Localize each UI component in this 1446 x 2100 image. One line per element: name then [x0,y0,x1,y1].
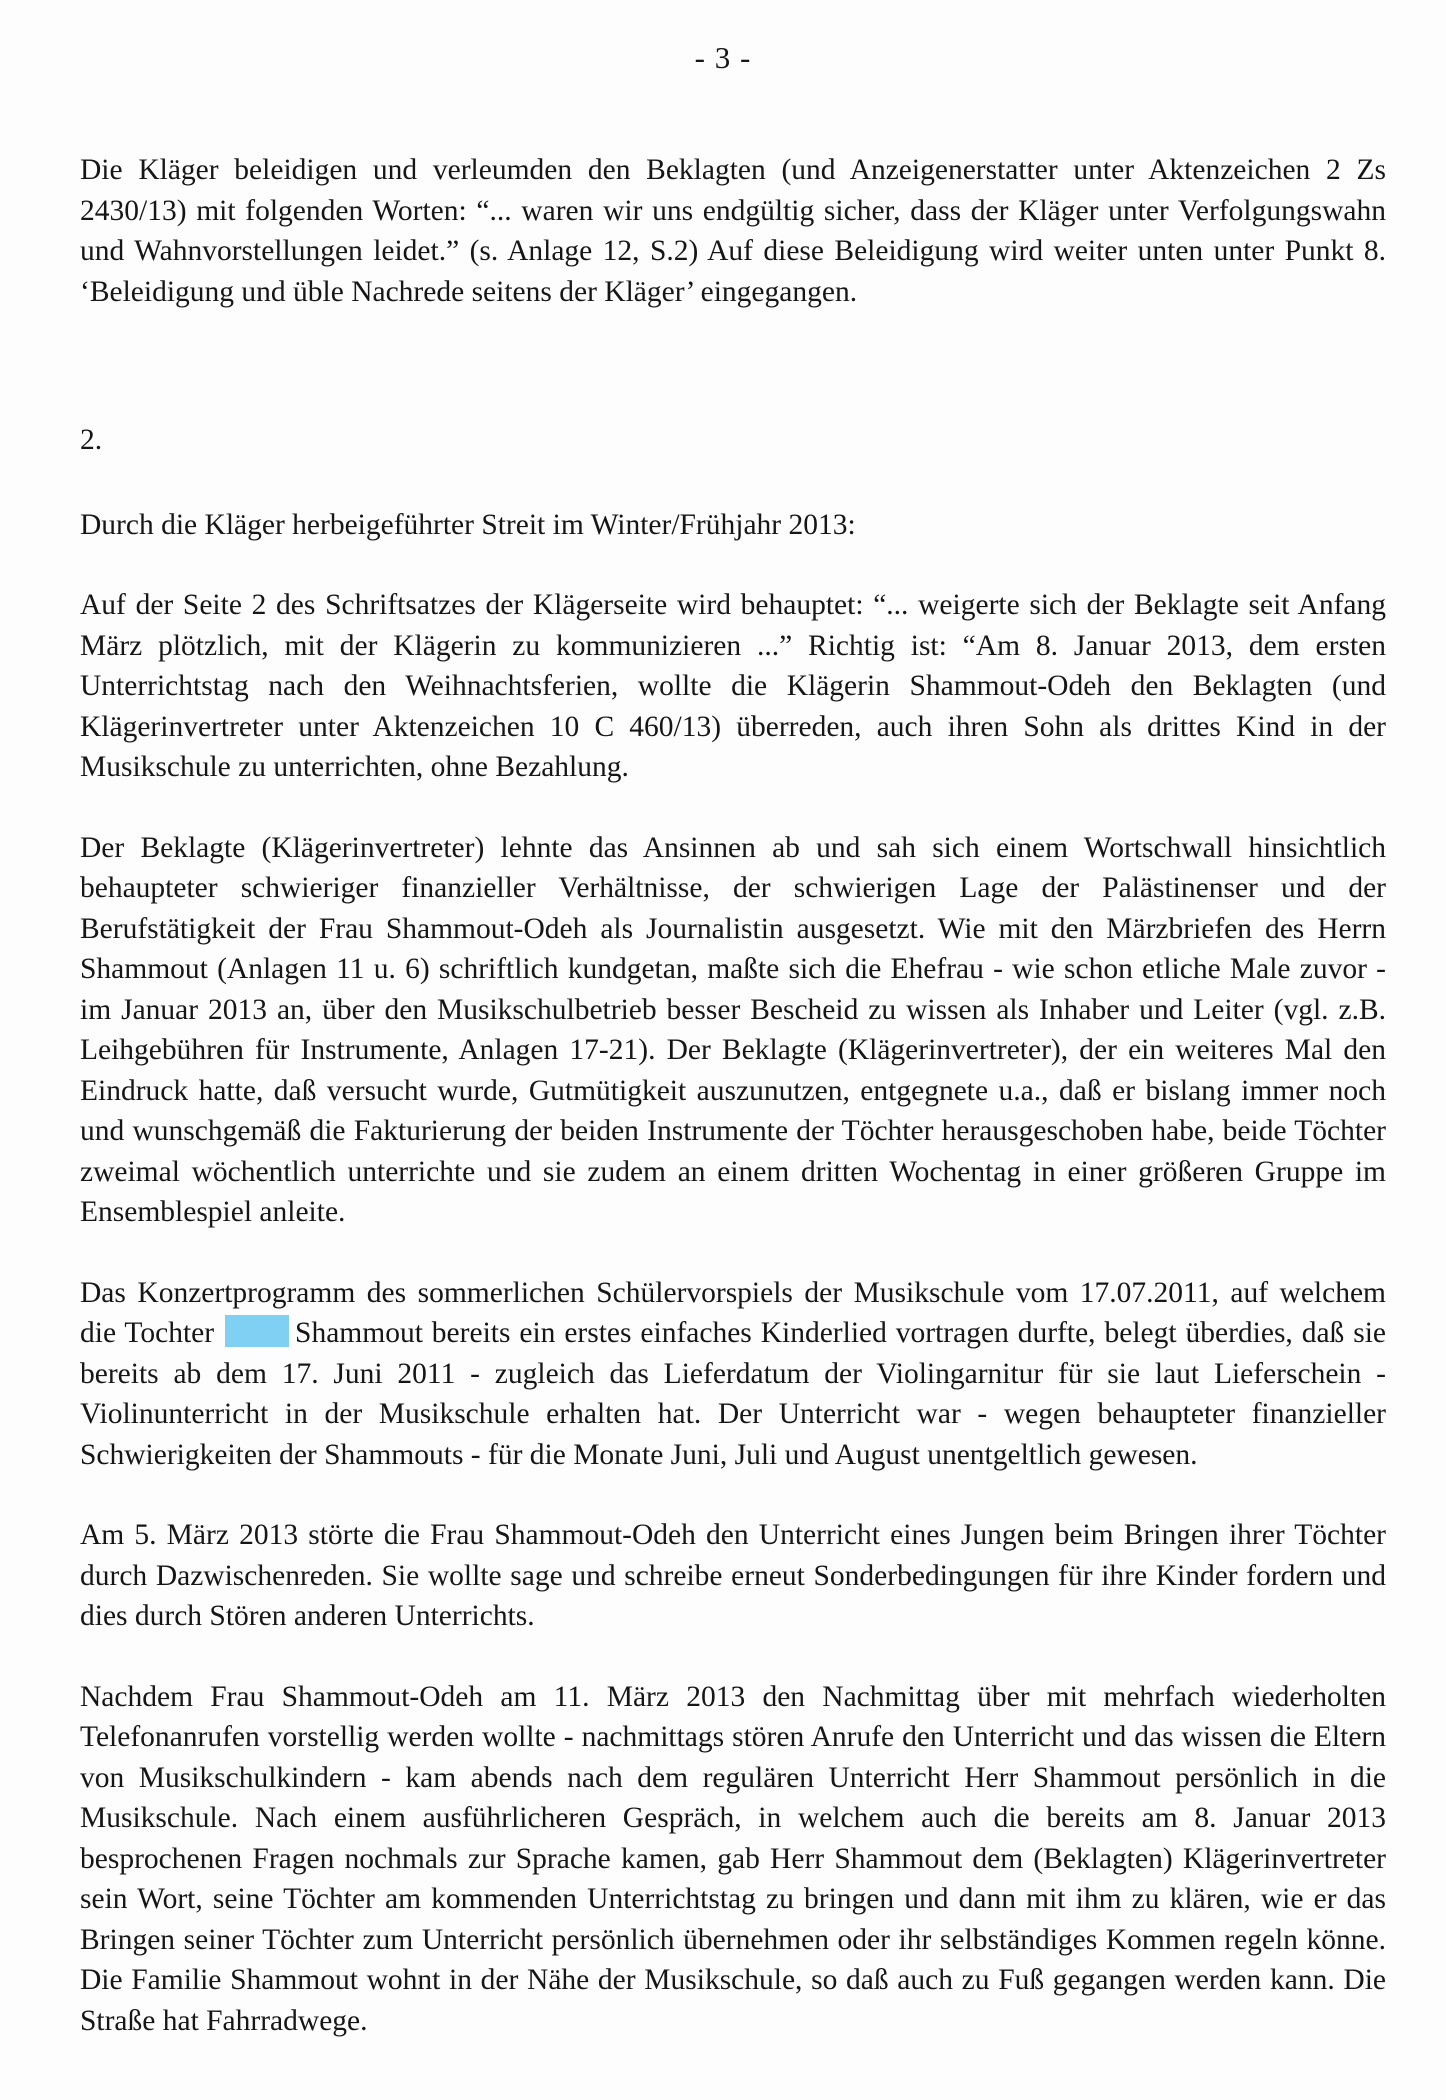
section-number: 2. [80,424,103,456]
paragraph-claim-january: Auf der Seite 2 des Schriftsatzes der Klägerseite wird behauptet: “... weigerte sich der Beklagte seit Anfang März plötzlich, mit der Klägerin zu kommunizieren ...” Richtig ist: “Am 8. Januar 2013, dem ersten Unterrichtstag nach den Weihnachtsferien, wollte die Klägerin Shammout-Odeh den Beklagten (und Klägerinvertreter unter Aktenzeichen 10 C 460/13) überreden, auch ihren Sohn als drittes Kind in der Musikschule zu unterrichten, ohne Bezahlung. [80,589,1386,783]
concert-text-start: Das Konzertprogramm des sommerlichen Schülervorspiels der Musikschule vom 17.07.2011, auf welchem die Tochter [80,1276,1386,1349]
document-body [80,150,1386,2041]
section-heading: Durch die Kläger herbeigeführter Streit im Winter/Frühjahr 2013: [80,508,856,541]
paragraph-concert-program [80,1273,1386,1476]
paragraph-insult-quote: Die Kläger beleidigen und verleumden den Beklagten (und Anzeigenerstatter unter Aktenzeichen 2 Zs 2430/13) mit folgenden Worten: “... waren wir uns endgültig sicher, dass der Kläger unter Verfolgungswahn und Wahnvorstellungen leidet.” (s. Anlage 12, S.2) Auf diese Beleidigung wird weiter unten unter Punkt 8. ‘Beleidigung und üble Nachrede seitens der Kläger’ eingegangen. [80,154,1386,308]
page-number: - 3 - [694,40,752,75]
paragraph-march-5: Am 5. März 2013 störte die Frau Shammout-Odeh den Unterricht eines Jungen beim Bringen ihrer Töchter durch Dazwischenreden. Sie wollte sage und schreibe erneut Sonderbedingungen für ihre Kinder fordern und dies durch Stören anderen Unterrichts. [80,1519,1386,1632]
paragraph-march-11: Nachdem Frau Shammout-Odeh am 11. März 2013 den Nachmittag über mit mehrfach wiederholten Telefonanrufen vorstellig werden wollte - nachmittags stören Anrufe den Unterricht und das wissen die Eltern von Musikschulkindern - kam abends nach dem regulären Unterricht Herr Shammout persönlich in die Musikschule. Nach einem ausführlicheren Gespräch, in welchem auch die bereits am 8. Januar 2013 besprochenen Fragen nochmals zur Sprache kamen, gab Herr Shammout dem (Beklagten) Klägerinvertreter sein Wort, seine Töchter am kommenden Unterrichtstag zu bringen und dann mit ihm zu klären, wie er das Bringen seiner Töchter zum Unterricht persönlich übernehmen oder ihr selbständiges Kommen regeln könne. Die Familie Shammout wohnt in der Nähe der Musikschule, so daß auch zu Fuß gegangen werden kann. Die Straße hat Fahrradwege. [80,1680,1386,2037]
concert-text-end: Shammout bereits ein erstes einfaches Kinderlied vortragen durfte, belegt überdies, daß sie bereits ab dem 17. Juni 2011 - zugleich das Lieferdatum der Violingarnitur für sie laut Lieferschein - Violinunterricht in der Musikschule erhalten hat. Der Unterricht war - wegen behaupteter finanzieller Schwierigkeiten der Shammouts - für die Monate Juni, Juli und August unentgeltlich gewesen. [80,1317,1387,1471]
redaction-box [225,1315,289,1347]
paragraph-defendant-reply: Der Beklagte (Klägerinvertreter) lehnte das Ansinnen ab und sah sich einem Wortschwall hinsichtlich behaupteter schwieriger finanzieller Verhältnisse, der schwierigen Lage der Palästinenser und der Berufstätigkeit der Frau Shammout-Odeh als Journalistin ausgesetzt. Wie mit den Märzbriefen des Herrn Shammout (Anlagen 11 u. 6) schriftlich kundgetan, maßte sich die Ehefrau - wie schon etliche Male zuvor - im Januar 2013 an, über den Musikschulbetrieb besser Bescheid zu wissen als Inhaber und Leiter (vgl. z.B. Leihgebühren für Instrumente, Anlagen 17-21). Der Beklagte (Klägerinvertreter), der ein weiteres Mal den Eindruck hatte, daß versucht wurde, Gutmütigkeit auszunutzen, entgegnete u.a., daß er bislang immer noch und wunschgemäß die Fakturierung der beiden Instrumente der Töchter herausgeschoben habe, beide Töchter zweimal wöchentlich unterrichte und sie zudem an einem dritten Wochentag in einer größeren Gruppe im Ensemblespiel anleite. [80,831,1386,1228]
